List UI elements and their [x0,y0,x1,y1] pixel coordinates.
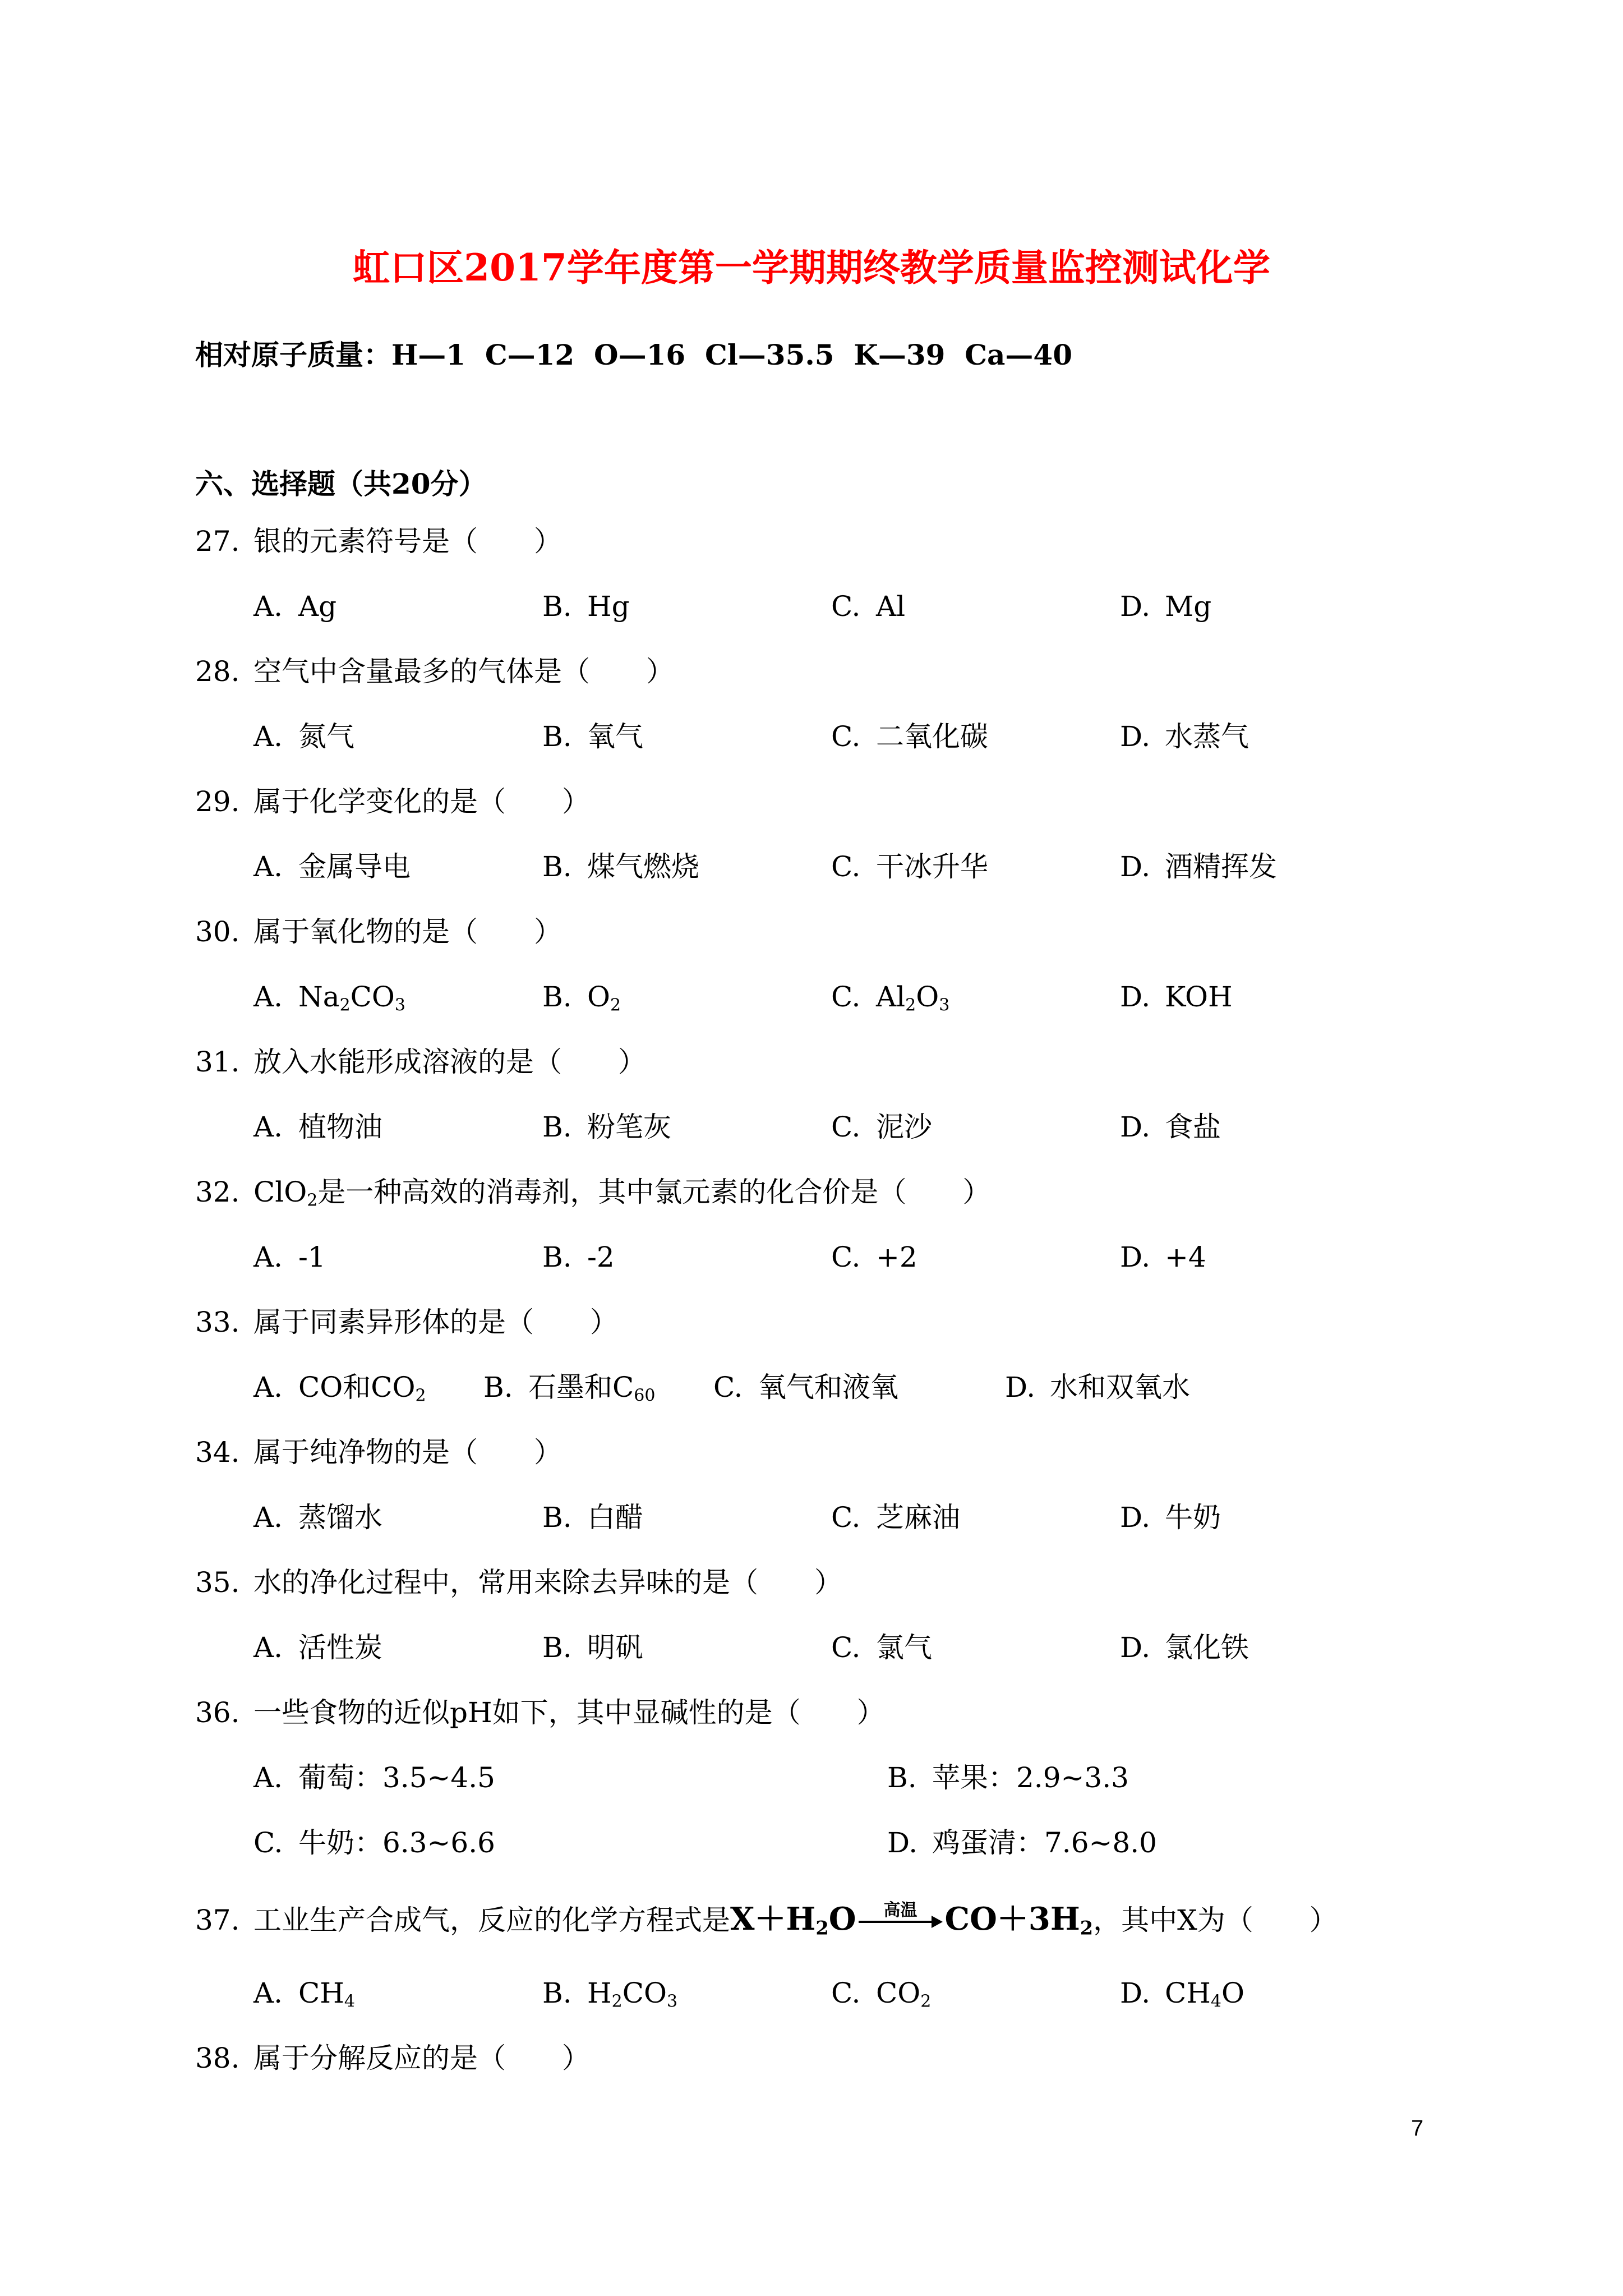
atomic-masses: 相对原子质量：H—1 C—12 O—16 Cl—35.5 K—39 Ca—40 [195,338,1072,371]
option-b: B. 明矾 [542,1631,643,1664]
option-c: C. 二氧化碳 [831,720,988,753]
option-a: A. 活性炭 [253,1631,382,1664]
option-a: A. $Na_2CO_3$ [253,981,405,1015]
question-32 [195,1172,990,1221]
page-number: 7 [1411,2116,1424,2141]
option-a: A. Ag [253,590,337,623]
question-number: 29. [195,785,240,818]
question-38 [195,2039,590,2078]
option-a: A. -1 [253,1241,326,1273]
option-d: D. 酒精挥发 [1120,850,1277,883]
option-a: A. 植物油 [253,1111,382,1143]
option-d: D. 鸡蛋清：7.6~8.0 [887,1826,1157,1859]
question-number: 31. [195,1046,240,1078]
question-stem: 水的净化过程中，常用来除去异味的是（ ） [253,1566,842,1599]
option-d: D. +4 [1120,1241,1206,1273]
option-d: D. 水蒸气 [1120,720,1249,753]
question-number: 36. [195,1696,240,1729]
option-c: C. 氯气 [831,1631,932,1664]
option-c: C. $Al_2O_3$ [831,981,950,1015]
option-c: C. Al [831,590,906,623]
option-b: B. 白醋 [542,1501,643,1534]
question-34 [195,1433,562,1472]
option-c: C. $CO_2$ [831,1977,932,2012]
question-stem: 属于分解反应的是（ ） [253,2042,590,2074]
question-number: 28. [195,655,240,688]
question-number: 34. [195,1436,240,1469]
page-title: 虹口区2017学年度第一学期期终教学质量监控测试化学 [353,246,1270,289]
option-c: C. 氧气和液氧 [713,1371,898,1404]
question-stem: 空气中含量最多的气体是（ ） [253,655,674,688]
option-b: B. 氧气 [542,720,643,753]
question-28 [195,652,674,691]
option-d: D. KOH [1120,981,1233,1013]
question-number: 38. [195,2042,240,2074]
question-number: 32. [195,1176,240,1208]
question-stem: 放入水能形成溶液的是（ ） [253,1046,646,1078]
question-stem: 属于同素异形体的是（ ） [253,1306,618,1338]
option-b: B. 煤气燃烧 [542,850,699,883]
question-number: 37. [195,1904,240,1936]
question-stem: 银的元素符号是（ ） [253,525,562,558]
option-a: A. 蒸馏水 [253,1501,382,1534]
question-33 [195,1303,618,1342]
option-b: B. Hg [542,590,630,623]
question-stem: 属于化学变化的是（ ） [253,785,590,818]
question-36 [195,1693,885,1732]
option-c: C. 芝麻油 [831,1501,960,1534]
question-stem: 一些食物的近似pH如下，其中显碱性的是（ ） [253,1696,885,1729]
option-b: B. 粉笔灰 [542,1111,671,1143]
question-37 [195,1899,1338,1947]
option-c: C. 泥沙 [831,1111,932,1143]
question-number: 30. [195,915,240,948]
option-a: A. 金属导电 [253,850,411,883]
question-27 [195,522,562,561]
section-heading: 六、选择题（共20分） [195,467,487,500]
option-d: D. 食盐 [1120,1111,1221,1143]
question-stem: 属于氧化物的是（ ） [253,915,562,948]
option-d: D. 牛奶 [1120,1501,1221,1534]
option-c: C. 干冰升华 [831,850,988,883]
option-a: A. CO和$CO_2$ [253,1371,426,1406]
option-a: A. $CH_4$ [253,1977,355,2012]
question-number: 27. [195,525,240,558]
question-number: 33. [195,1306,240,1338]
option-c: C. 牛奶：6.3~6.6 [253,1826,495,1859]
option-d: D. $CH_4O$ [1120,1977,1244,2012]
chemical-equation: $X+H_2O$ 高温 $CO+3H_2$ [730,1901,1094,1939]
option-b: B. $H_2CO_3$ [542,1977,678,2012]
question-35 [195,1563,842,1602]
question-31 [195,1042,646,1082]
option-a: A. 葡萄：3.5~4.5 [253,1761,495,1794]
option-a: A. 氮气 [253,720,354,753]
option-b: B. $O_2$ [542,981,621,1015]
option-b: B. -2 [542,1241,615,1273]
question-number: 35. [195,1566,240,1599]
question-29 [195,782,590,821]
option-d: D. 氯化铁 [1120,1631,1249,1664]
reaction-arrow-icon: 高温 [859,1916,943,1927]
question-stem: 属于纯净物的是（ ） [253,1436,562,1469]
option-d: D. 水和双氧水 [1005,1371,1190,1404]
option-d: D. Mg [1120,590,1212,623]
option-b: B. 苹果：2.9~3.3 [887,1761,1129,1794]
question-stem: 工业生产合成气，反应的化学方程式是$X+H_2O$ 高温 $CO+3H_2$，其中X为（ ） [253,1901,1338,1939]
option-b: B. 石墨和$C_{60}$ [483,1371,656,1406]
question-stem: ClO$_2$是一种高效的消毒剂，其中氯元素的化合价是（ ） [253,1176,991,1211]
question-30 [195,912,562,951]
option-c: C. +2 [831,1241,917,1273]
